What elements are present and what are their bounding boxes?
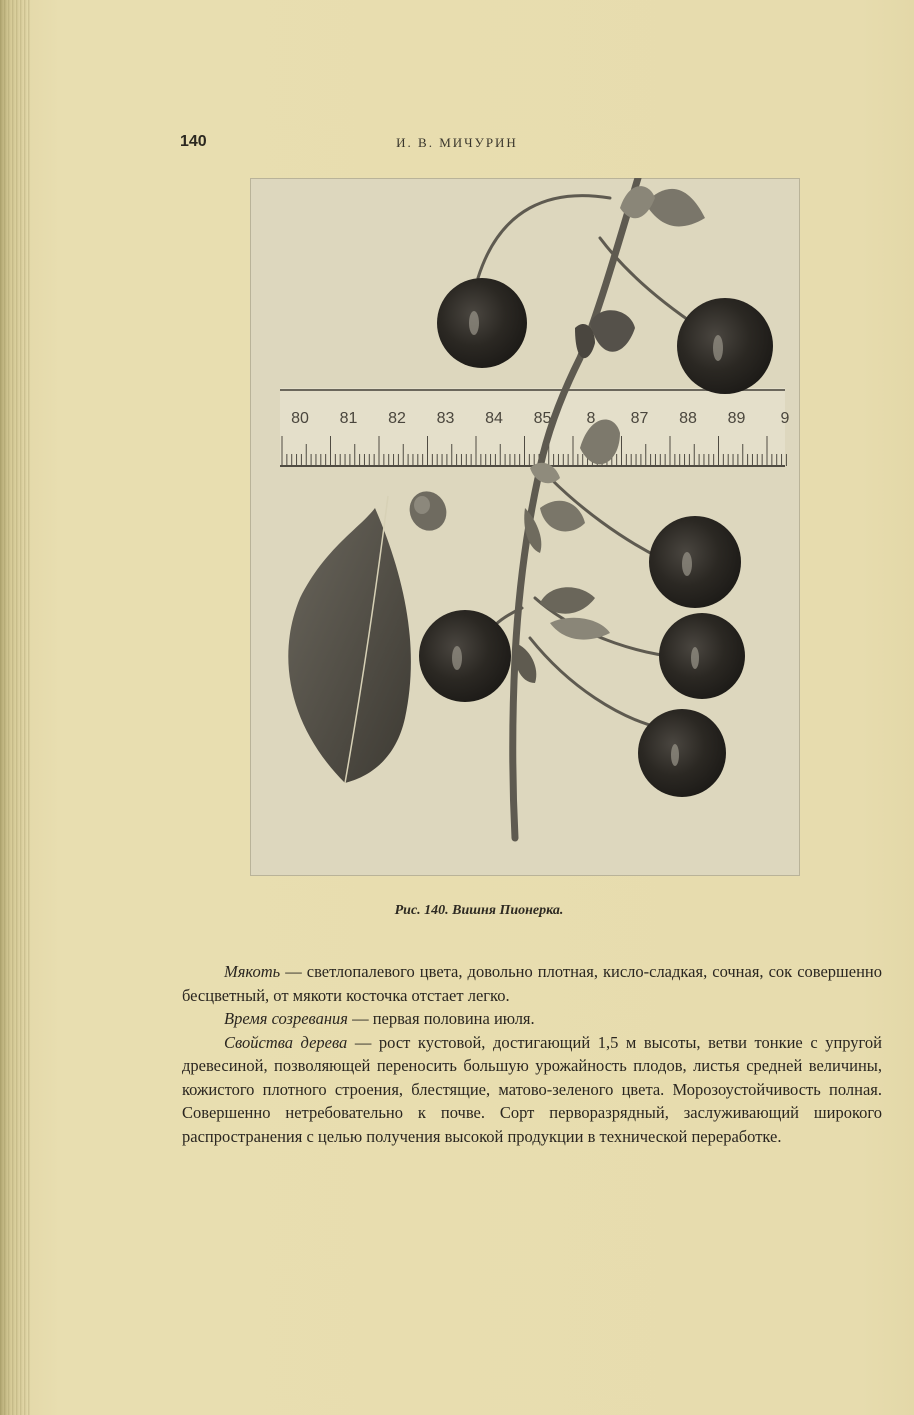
running-title: И. В. МИЧУРИН (396, 135, 518, 150)
text-ripening: — первая половина июля. (347, 1009, 535, 1028)
figure-caption: Рис. 140. Вишня Пионерка. (394, 903, 564, 918)
ruler-label: 85 (533, 410, 552, 427)
ruler-label: 83 (436, 410, 455, 427)
body-text (182, 960, 882, 1148)
ruler-label: 87 (630, 410, 649, 427)
text-pulp: — светлопалевого цвета, довольно плотная, кисло-сладкая, сочная, сок совершенно бесцветный, от мякоти косточка отстает легко. (182, 962, 882, 1005)
paragraph-ripening (182, 1007, 882, 1031)
paragraph-tree-properties (182, 1031, 882, 1149)
measuring-ruler (280, 388, 790, 466)
page-number: 140 (180, 133, 207, 150)
page-header (0, 133, 914, 153)
book-gutter (0, 0, 30, 1415)
term-ripening: Время созревания (224, 1009, 348, 1028)
ruler-label: 82 (388, 410, 406, 427)
ruler-label: 8 (586, 410, 596, 427)
term-tree-properties: Свойства дерева (224, 1032, 348, 1052)
ruler-label: 89 (727, 410, 746, 427)
paragraph-pulp (182, 960, 882, 1007)
term-pulp: Мякоть (224, 962, 281, 981)
text-tree-properties: — рост кустовой, достигающий 1,5 м высоты, ветви тонкие с упругой древесиной, позволяющей переносить большую урожайность плодов, листья средней величины, кожистого плотного строения, блестящие, матово-зеленого цвета. Морозоустойчивость полная. Совершенно нетребовательно к почве. Сорт перворазрядный, заслуживающий широкого распространения с целью получения высокой продукции в технической переработке. (182, 1032, 882, 1146)
ruler-label: 84 (485, 410, 503, 427)
cherry-photograph (250, 178, 800, 876)
ruler-label: 81 (339, 410, 358, 427)
ruler-label: 80 (291, 410, 309, 427)
ruler-label: 88 (679, 410, 697, 427)
ruler-label: 9 (780, 410, 790, 427)
